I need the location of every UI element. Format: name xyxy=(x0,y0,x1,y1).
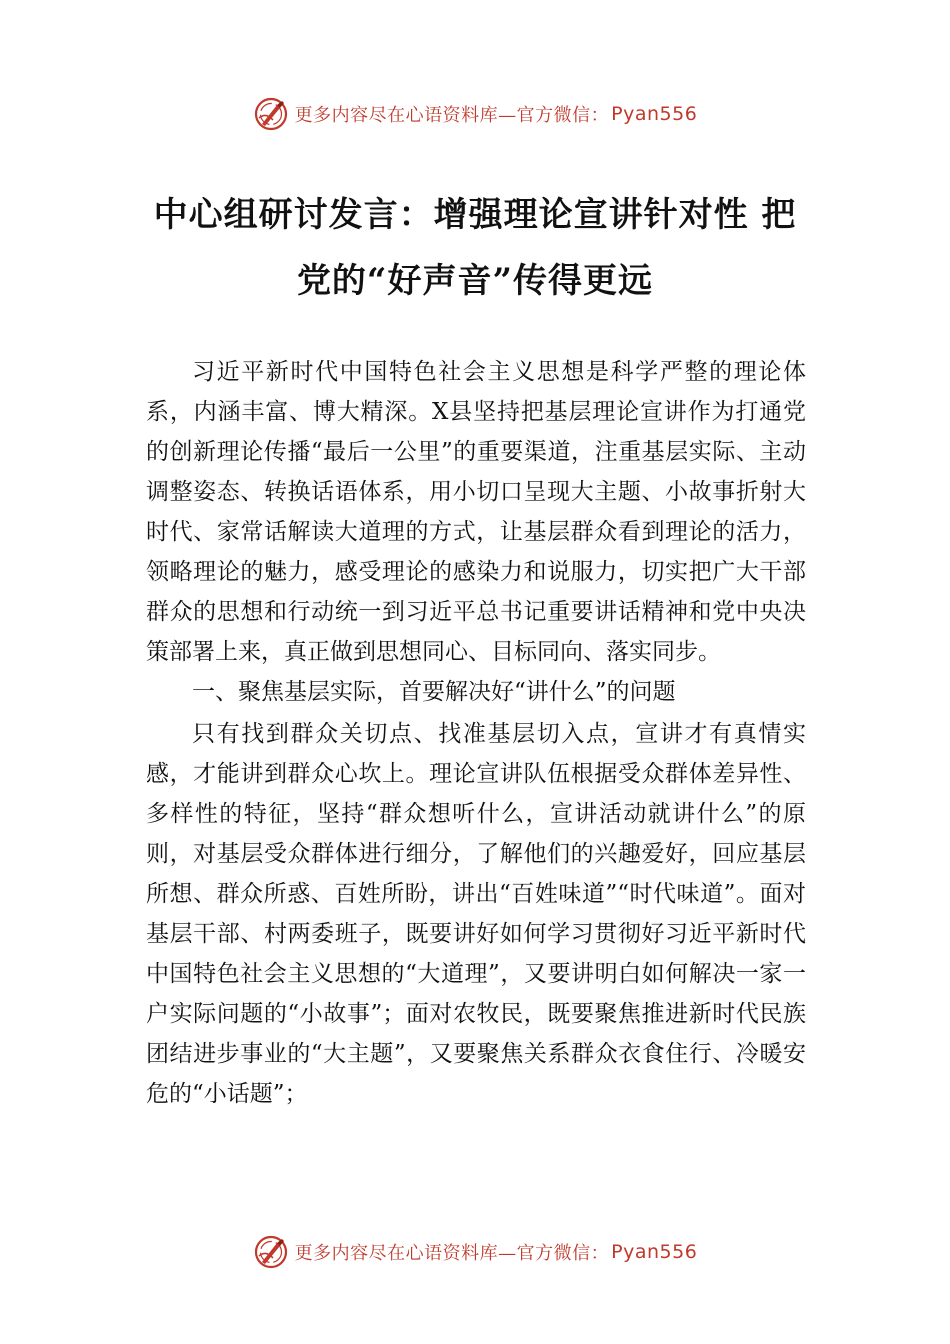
footer-banner xyxy=(0,1232,950,1272)
header-banner xyxy=(0,94,950,134)
wechat-id: Pyan556 xyxy=(611,1241,698,1263)
title-line-2: 党的“好声音”传得更远 xyxy=(296,261,654,301)
banner-text: 更多内容尽在心语资料库—官方微信： xyxy=(294,105,610,126)
document-title xyxy=(140,182,810,314)
section-heading-1: 一、聚焦基层实际，首要解决好“讲什么”的问题 xyxy=(192,679,676,705)
title-line-1: 中心组研讨发言：增强理论宣讲针对性 把 xyxy=(153,195,797,235)
body-paragraph-1: 习近平新时代中国特色社会主义思想是科学严整的理论体系，内涵丰富、博大精深。X县坚持把基层理论宣讲作为打通党的创新理论传播“最后一公里”的重要渠道，注重基层实际、主动调整姿态、转换话语体系，用小切口呈现大主题、小故事折射大时代、家常话解读大道理的方式，让基层群众看到理论的活力，领略理论的魅力，感受理论的感染力和说服力，切实把广大干部群众的思想和行动统一到习近平总书记重要讲话精神和党中央决策部署上来，真正做到思想同心、目标同向、落实同步。 xyxy=(146,359,806,665)
body-paragraph-2: 只有找到群众关切点、找准基层切入点，宣讲才有真情实感，才能讲到群众心坎上。理论宣讲队伍根据受众群体差异性、多样性的特征，坚持“群众想听什么，宣讲活动就讲什么”的原则，对基层受众群体进行细分，了解他们的兴趣爱好，回应基层所想、群众所惑、百姓所盼，讲出“百姓味道”“时代味道”。面对基层干部、村两委班子，既要讲好如何学习贯彻好习近平新时代中国特色社会主义思想的“大道理”，又要讲明白如何解决一家一户实际问题的“小故事”；面对农牧民，既要聚焦推进新时代民族团结进步事业的“大主题”，又要聚焦关系群众衣食住行、冷暖安危的“小话题”； xyxy=(146,721,806,1107)
brand-logo-icon xyxy=(253,1234,289,1270)
wechat-id: Pyan556 xyxy=(611,103,698,125)
brand-logo-icon xyxy=(253,96,289,132)
document-body xyxy=(146,352,806,1114)
banner-text: 更多内容尽在心语资料库—官方微信： xyxy=(294,1243,610,1264)
